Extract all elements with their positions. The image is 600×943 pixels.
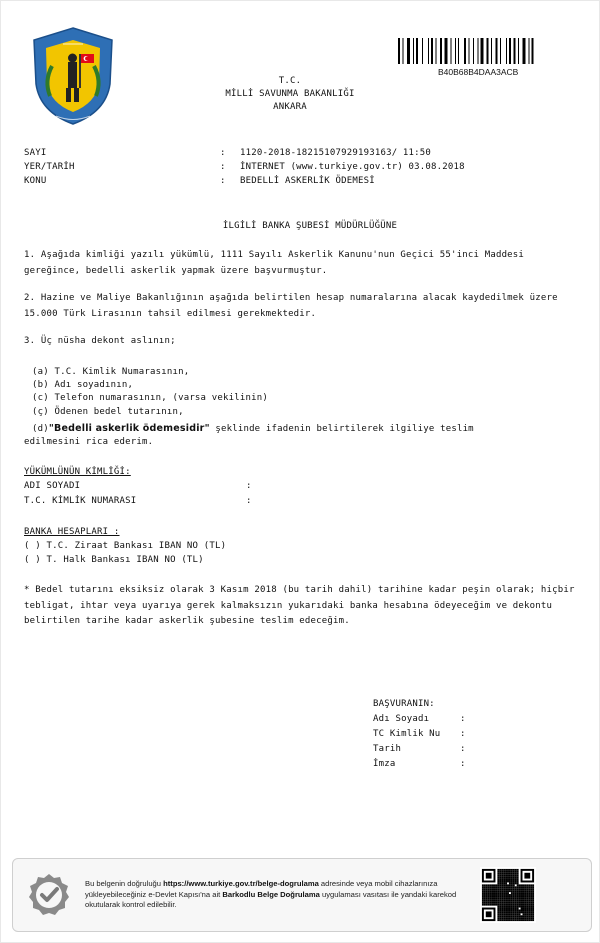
list-item-d [32,423,474,434]
item-d-prefix: (d) [32,424,49,434]
list-item: (c) Telefon numarasının, (varsa vekilinin) [32,393,268,404]
identity-section-title: YÜKÜMLÜNÜN KİMLİĞİ: [24,467,131,477]
applicant-colon: : [460,744,466,754]
meta-value-yer-tarih: İNTERNET (www.turkiye.gov.tr) 03.08.2018 [240,162,465,172]
bank-row-halk: ( ) T. Halk Bankası IBAN NO (TL) [24,555,204,565]
applicant-date-label: Tarih [373,744,402,754]
item-d-quote: "Bedelli askerlik ödemesidir" [48,423,210,434]
applicant-name-label: Adı Soyadı [373,714,430,724]
verification-text: Bu belgenin doğruluğu https://www.turkiye.gov.tr/belge-dogrulama adresinde veya mobil cihazlarınıza yükleyebileceğiniz e-Devlet Kapısı'na ait Barkodlu Belge Doğrulama uygulaması vasıtası ile yandaki karekod okutularak kontrol edilebilir. [85,879,457,909]
applicant-colon: : [460,759,466,769]
identity-tc-colon: : [246,496,252,506]
header-line-3: ANKARA [273,102,307,112]
applicant-tc-label: TC Kimlik Nu [373,729,441,739]
paragraph-3: 3. Üç nüsha dekont aslının; [24,336,176,346]
verification-footer [12,858,592,932]
meta-value-konu: BEDELLİ ASKERLİK ÖDEMESİ [240,176,375,186]
barcode-icon [398,38,580,64]
list-item: (a) T.C. Kimlik Numarasının, [32,367,190,377]
item-d-rest: şeklinde ifadenin belirtilerek ilgiliye teslim [209,424,474,434]
applicant-colon: : [460,714,466,724]
identity-name-colon: : [246,481,252,491]
dekont-item-list [32,366,268,419]
paragraph-1: 1. Aşağıda kimliği yazılı yükümlü, 1111 Sayılı Askerlik Kanunu'nun Geçici 55'inci Maddesi gereğince, bedelli askerlik yapmak üzere başvurmuştur. [24,250,525,276]
addressee: İLGİLİ BANKA ŞUBESİ MÜDÜRLÜĞÜNE [222,221,398,231]
barcode-number: B40B68B4DAA3ACB [438,67,519,77]
applicant-colon: : [460,729,466,739]
meta-colon: : [220,176,226,186]
meta-label-konu: KONU [24,176,47,186]
meta-label-sayi: SAYI [24,148,47,158]
commitment-note: * Bedel tutarını eksiksiz olarak 3 Kasım 2018 (bu tarih dahil) tarihine kadar peşin olarak; hiçbir tebligat, ihtar veya uyarıya gerek kalmaksızın yukarıdaki banka hesabına ödeyeceğim ve dekontu belirtilen tarihe kadar askerlik şubesine teslim edeceğim. [24,585,575,626]
verified-seal-icon [27,873,71,917]
list-item: (b) Adı soyadının, [32,380,134,391]
qr-code-icon [480,867,536,923]
meta-colon: : [220,162,226,172]
bank-section-title: BANKA HESAPLARI : [24,527,120,537]
meta-value-sayi: 1120-2018-18215107929193163/ 11:50 [240,148,432,158]
header-line-1: T.C. [278,76,302,86]
applicant-title: BAŞVURANIN: [373,699,435,709]
meta-label-yer-tarih: YER/TARİH [24,162,75,172]
identity-tc-label: T.C. KİMLİK NUMARASI [24,496,137,506]
list-item: (ç) Ödenen bedel tutarının, [32,406,184,417]
header-line-2: MİLLİ SAVUNMA BAKANLIĞI [225,89,355,99]
paragraph-2: 2. Hazine ve Maliye Bakanlığının aşağıda belirtilen hesap numaralarına alacak kaydedilmek üzere 15.000 Türk Lirasının tahsil edilmesi gerekmektedir. [24,293,558,319]
item-d-line-2: edilmesini rica ederim. [24,437,154,447]
bank-row-ziraat: ( ) T.C. Ziraat Bankası IBAN NO (TL) [24,541,227,551]
verification-link[interactable]: https://www.turkiye.gov.tr/belge-dogrulama [163,879,319,888]
identity-name-label: ADI SOYADI [24,481,81,491]
meta-colon: : [220,148,226,158]
applicant-signature-label: İmza [373,759,396,769]
